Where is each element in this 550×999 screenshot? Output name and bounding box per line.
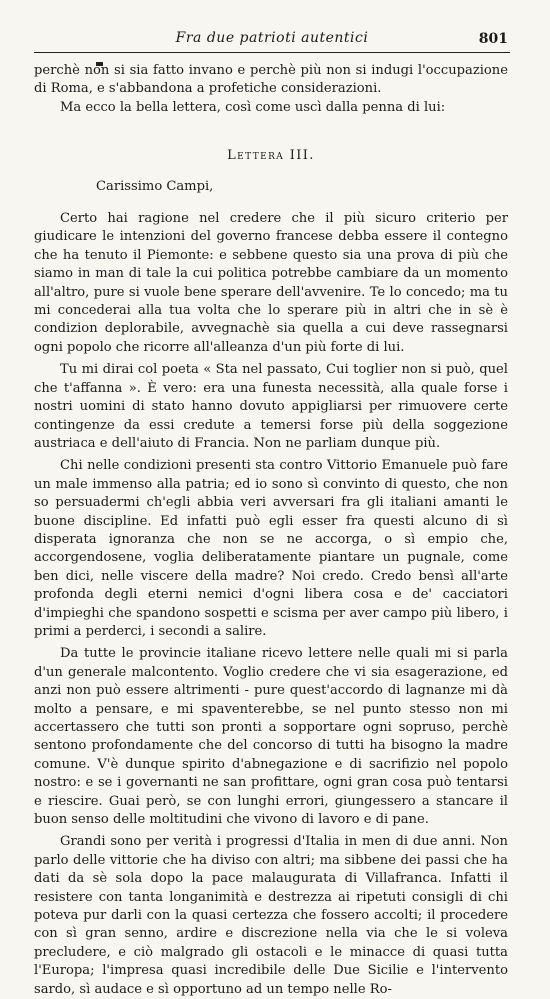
letter-heading: Lettera III. [227, 148, 315, 164]
running-title: Fra due patrioti autentici [175, 30, 369, 46]
letter-paragraph: Certo hai ragione nel credere che il più sicuro criterio per giudicare le intenzioni del governo francese debba essere il contegno che ha tenuto il Piemonte: e sebbene questo sia una prova di più che siamo in man di tale la cui politica potrebbe cambiare da un momento all'altro, pure si vuole bene sperare dell'avvenire. Te lo concedo; ma tu mi concederai alla tua volta che lo sperare più in altri che in sè è condizion deplorabile, avvegnachè sia quella a cui deve rassegnarsi ogni popolo che ricorre all'alleanza d'un più forte di lui. [34, 211, 508, 355]
letter-salutation: Carissimo Campi, [96, 178, 214, 194]
letter-paragraph: Chi nelle condizioni presenti sta contro Vittorio Emanuele può fare un male immenso alla patria; ed io sono sì convinto di questo, che non so persuadermi ch'egli abbia veri avversari fra gli italiani amanti le buone discipline. Ed infatti può egli esser fra questi alcuno di sì disperata ignoranza che non se ne accorga, o sì empio che, accorgendosene, voglia deliberatamente piantare un pugnale, come ben dici, nelle viscere della madre? Noi credo. Credo bensì all'arte profonda degli eterni nemici d'ogni libera cosa e de' cacciatori d'impieghi che spandono sospetti e scisma per aver campo più libero, i primi a perderci, i secondi a salire. [34, 458, 508, 639]
opening-paragraph: perchè non si sia fatto invano e perchè più non si indugi l'occupazione di Roma, e s'abbandona a profetiche considerazioni. [34, 63, 508, 97]
page-number: 801 [478, 31, 508, 47]
introduction-paragraph: Ma ecco la bella lettera, così come uscì dalla penna di lui: [60, 99, 446, 115]
letter-paragraph: Grandi sono per verità i progressi d'Italia in men di due anni. Non parlo delle vittorie che ha diviso con altri; ma sibbene dei passi che ha dati da sè sola dopo la pace malaugurata di Villafranca. Infatti il resistere con tanta longanimità e destrezza ai ripetuti consigli di chi poteva pur darli con la quasi certezza che fossero accolti; il procedere con sì gran senno, ardire e discrezione nella via che le si voleva precludere, e ciò malgrado gli ostacoli e le minacce di quasi tutta l'Europa; l'impresa quasi incredibile delle Due Sicilie e l'intervento sardo, sì audace e sì opportuno ad un tempo nelle Ro- [34, 834, 508, 997]
page-header [34, 28, 510, 53]
body-text [34, 62, 508, 999]
letter-paragraph: Tu mi dirai col poeta « Sta nel passato, Cui toglier non si può, quel che t'affanna ». È vero: era una funesta necessità, alla quale forse i nostri uomini di stato hanno dovuto appigliarsi per rimuovere certe contingenze da essi credute a temersi forse più della soggezione austriaca e dell'aiuto di Francia. Non ne parliam dunque più. [34, 362, 508, 451]
letter-paragraph: Da tutte le provincie italiane ricevo lettere nelle quali mi si parla d'un generale malcontento. Voglio credere che vi sia esagerazione, ed anzi non può essere altrimenti - pure quest'accordo di lagnanze mi dà molto a pensare, e mi spaventerebbe, se nel punto stesso non mi accertassero che tutti son pronti a sopportare ogni sopruso, perchè sentono profondamente che del concorso di tutti ha bisogno la madre comune. V'è dunque spirito d'abnegazione e di sacrifizio nel popolo nostro: e se i governanti ne san profittare, ogni gran cosa può tentarsi e riescire. Guai però, se con lunghi errori, giungessero a stancare il buon senso delle moltitudini che vivono di lavoro e di pane. [34, 646, 508, 828]
